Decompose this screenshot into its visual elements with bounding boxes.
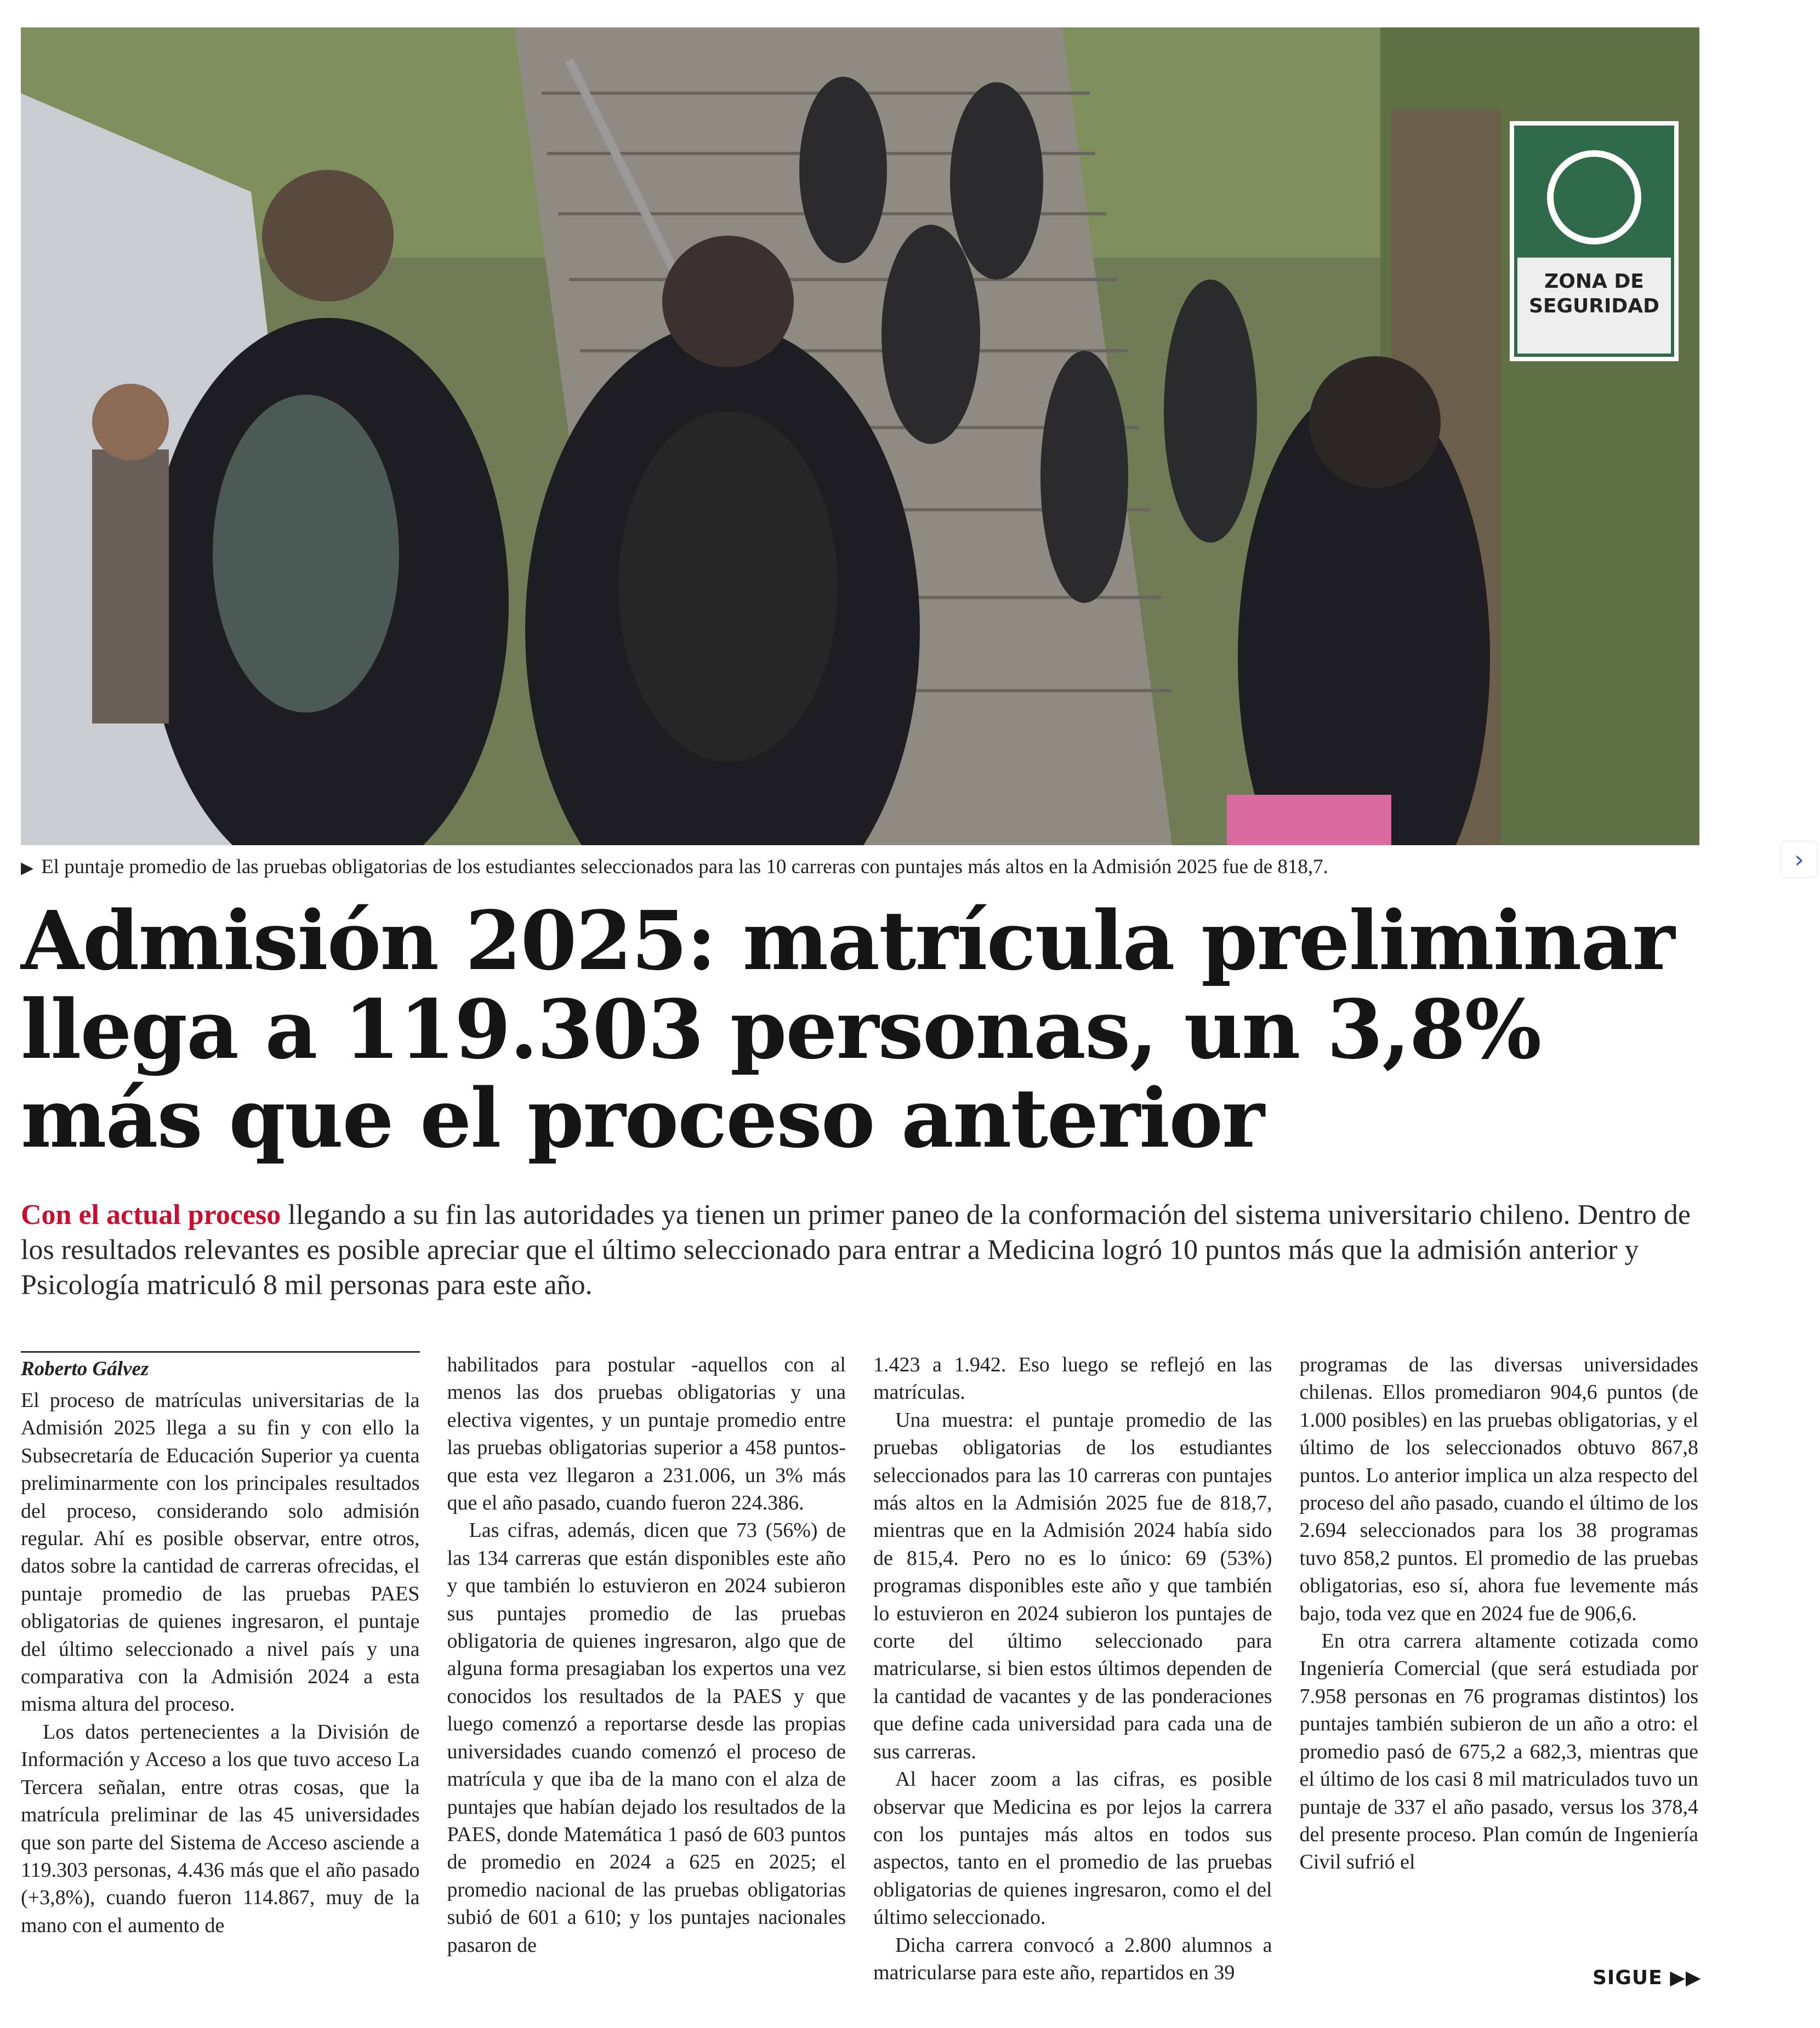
next-page-chevron-icon[interactable]: › bbox=[1782, 842, 1817, 877]
paragraph: 1.423 a 1.942. Eso luego se reflejó en las matrículas. bbox=[873, 1353, 1272, 1404]
photo-illustration bbox=[21, 27, 1699, 845]
body-column-2 bbox=[447, 1351, 846, 1998]
sign-text-line2: SEGURIDAD bbox=[1528, 295, 1660, 317]
paragraph: Dicha carrera convocó a 2.800 alumnos a matricularse para este año, repartidos en 39 bbox=[873, 1933, 1272, 1984]
article-body bbox=[21, 1351, 1698, 1998]
sign-text-line1: ZONA DE bbox=[1544, 270, 1644, 293]
paragraph: En otra carrera altamente cotizada como Ingeniería Comercial (que será estudiada por 7.958 personas en 76 programas distintos) los puntajes también subieron de un año a otro: el promedio pasó de 675,2 a 682,3, mientras que el último de los casi 8 mil matriculados tuvo un puntaje de 337 el año pasado, versus los 378,4 del presente proceso. Plan común de Ingeniería Civil sufrió el bbox=[1299, 1630, 1698, 1874]
deck-text: llegando a su fin las autoridades ya tienen un primer paneo de la conformación del sistema universitario chileno. Dentro de los resultados relevantes es posible apreciar que el último seleccionado para entrar a Medicina logró 10 puntos más que la admisión anterior y Psicología matriculó 8 mil personas para este año. bbox=[21, 1199, 1691, 1301]
byline: Roberto Gálvez bbox=[21, 1351, 420, 1381]
paragraph: Una muestra: el puntaje promedio de las pruebas obligatorias de los estudiantes seleccionados para las 10 carreras con puntajes más altos en la Admisión 2025 fue de 818,7, mientras que en la Admisión 2024 había sido de 815,4. Pero no es lo único: 69 (53%) programas disponibles este año y que también lo estuvieron en 2024 subieron los puntajes de corte del último seleccionado para matricularse, si bien estos últimos dependen de la cantidad de vacantes y de las ponderaciones que define cada universidad para cada una de sus carreras. bbox=[873, 1408, 1272, 1763]
headline: Admisión 2025: matrícula preliminar llega a 119.303 personas, un 3,8% más que el proceso anterior bbox=[21, 893, 1674, 1166]
body-column-1 bbox=[21, 1351, 420, 1998]
paragraph: Los datos pertenecientes a la División de Información y Acceso a los que tuvo acceso La Tercera señalan, entre otras cosas, que la matrícula preliminar de las 45 universidades que son parte del Sistema de Acceso asciende a 119.303 personas, 4.436 más que el año pasado (+3,8%), cuando fueron 114.867, muy de la mano con el aumento de bbox=[21, 1720, 420, 1937]
article-photo bbox=[21, 27, 1699, 845]
article-deck bbox=[21, 1198, 1709, 1303]
paragraph: Las cifras, además, dicen que 73 (56%) de las 134 carreras que están disponibles este año y que también lo estuvieron en 2024 subieron sus puntajes promedio de las pruebas obligatoria de quienes ingresaron, algo que de alguna forma presagiaban los expertos una vez conocidos los resultados de la PAES y que luego comenzó a reportarse desde las propias universidades cuando comenzó el proceso de matrícula y que iba de la mano con el alza de puntajes que habían dejado los resultados de la PAES, donde Matemática 1 pasó de 603 puntos de promedio en 2024 a 625 en 2025; el promedio nacional de las pruebas obligatorias subió de 601 a 610; y los puntajes nacionales pasaron de bbox=[447, 1519, 846, 1957]
continue-marker: SIGUE ▶▶ bbox=[1593, 1967, 1702, 1989]
caption-marker-icon: ▶ bbox=[21, 858, 34, 878]
paragraph: habilitados para postular -aquellos con al menos las dos pruebas obligatorias y una electiva vigentes, y un puntaje promedio entre las pruebas obligatorias superior a 458 puntos- que esta vez llegaron a 231.006, un 3% más que el año pasado, cuando fueron 224.386. bbox=[447, 1353, 846, 1515]
body-column-3 bbox=[873, 1351, 1272, 1998]
deck-lead: Con el actual proceso bbox=[21, 1199, 281, 1231]
caption-text: El puntaje promedio de las pruebas obligatorias de los estudiantes seleccionados para las 10 carreras con puntajes más altos en la Admisión 2025 fue de 818,7. bbox=[41, 856, 1328, 878]
body-column-4 bbox=[1300, 1351, 1699, 1998]
paragraph: programas de las diversas universidades chilenas. Ellos promediaron 904,6 puntos (de 1.000 posibles) en las pruebas obligatorias, y el último de los seleccionados obtuvo 867,8 puntos. Lo anterior implica un alza respecto del proceso del año pasado, cuando el último de los 2.694 seleccionados para los 38 programas tuvo 858,2 puntos. El promedio de las pruebas obligatorias, eso sí, ahora fue levemente más bajo, toda vez que en 2024 fue de 906,6. bbox=[1299, 1353, 1698, 1625]
photo-caption bbox=[21, 854, 1709, 881]
paragraph: El proceso de matrículas universitarias de la Admisión 2025 llega a su fin y con ello la Subsecretaría de Educación Superior ya cuenta preliminarmente con los principales resultados del proceso, considerando solo admisión regular. Ahí es posible observar, entre otros, datos sobre la cantidad de carreras ofrecidas, el puntaje promedio de las pruebas PAES obligatorias de quienes ingresaron, el puntaje del último seleccionado a nivel país y una comparativa con la Admisión 2024 a esta misma altura del proceso. bbox=[21, 1389, 420, 1716]
paragraph: Al hacer zoom a las cifras, es posible observar que Medicina es por lejos la carrera con los puntajes más altos en todos sus aspectos, tanto en el promedio de las pruebas obligatorias de quienes ingresaron, como el del último seleccionado. bbox=[873, 1768, 1272, 1929]
